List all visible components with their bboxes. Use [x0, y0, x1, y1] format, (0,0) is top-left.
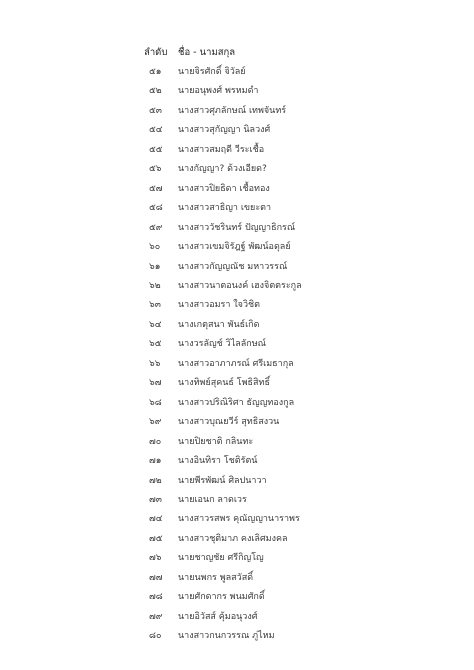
list-item — [0, 316, 474, 335]
row-full-name: นางทิพย์สุคนธ์ โพธิสิทธิ์ — [178, 378, 270, 389]
row-number: ๕๘ — [149, 203, 163, 214]
list-item — [0, 413, 474, 432]
row-number: ๗๔ — [149, 514, 163, 525]
row-full-name: นางสาวอมรา ใจวิชิต — [178, 300, 260, 311]
list-item — [0, 472, 474, 491]
row-full-name: นางสาวกัญญณัช มหาวรรณ์ — [178, 261, 288, 272]
list-item — [0, 141, 474, 160]
list-item — [0, 394, 474, 413]
list-item — [0, 82, 474, 101]
row-number: ๕๔ — [149, 125, 163, 136]
name-list — [0, 63, 474, 647]
list-item — [0, 433, 474, 452]
list-item — [0, 374, 474, 393]
row-number: ๕๑ — [149, 67, 162, 77]
row-full-name: นางสาวกนกวรรณ ภู่ไหม — [178, 631, 275, 642]
list-item — [0, 335, 474, 354]
row-number: ๗๓ — [149, 494, 162, 505]
row-number: ๖๔ — [149, 319, 162, 330]
row-full-name: นางสาวสมฤดี วีระเชื้อ — [178, 144, 265, 155]
list-item — [0, 530, 474, 549]
list-item — [0, 219, 474, 238]
row-number: ๗๖ — [149, 553, 162, 564]
row-full-name: นายศักดากร พนมศักดิ์ — [178, 592, 265, 603]
row-number: ๖๑ — [149, 261, 161, 272]
row-number: ๗๘ — [149, 592, 163, 603]
list-item — [0, 452, 474, 471]
list-item — [0, 510, 474, 529]
row-number: ๗๐ — [149, 436, 162, 447]
row-full-name: นางสาวเขมจิรัฎฐ์ พัฒน์อดุลย์ — [178, 242, 291, 253]
column-header-number: ลำดับ — [144, 47, 168, 58]
row-full-name: นางวรลัญช์ วิไลลักษณ์ — [178, 339, 266, 350]
row-full-name: นางเกตุสนา พันธ์เกิด — [178, 319, 260, 330]
list-item — [0, 199, 474, 218]
list-item — [0, 180, 474, 199]
row-number: ๖๙ — [149, 417, 162, 428]
row-full-name: นายปิยชาติ กลินทะ — [178, 436, 254, 447]
row-number: ๕๖ — [149, 164, 162, 175]
row-number: ๗๑ — [149, 456, 162, 467]
row-full-name: นายนพกร พูลสวัสดิ์ — [178, 572, 254, 583]
row-full-name: นายจิรศักดิ์ จิวัลย์ — [178, 67, 246, 77]
list-item — [0, 627, 474, 646]
row-number: ๕๕ — [149, 144, 163, 155]
list-item — [0, 608, 474, 627]
list-item — [0, 160, 474, 179]
list-item — [0, 491, 474, 510]
row-full-name: นางสาวศุภลักษณ์ เทพจันทร์ — [178, 105, 287, 116]
row-full-name: นางสาวปิยธิดา เชื้อทอง — [178, 183, 270, 194]
row-number: ๗๕ — [149, 533, 163, 544]
list-item — [0, 277, 474, 296]
row-full-name: นางสาวปริณิริศา ธัญญทองกูล — [178, 397, 295, 408]
row-full-name: นางสาววัชรินทร์ ปัญญาธิกรณ์ — [178, 222, 296, 233]
row-full-name: นายเอนก ลาดเวร — [178, 494, 247, 505]
list-item — [0, 121, 474, 140]
row-full-name: นายชาญชัย ศรีกิญโญ — [178, 553, 264, 564]
row-full-name: นางกัญญา? ด้วงเอียด? — [178, 164, 267, 175]
row-number: ๘๐ — [149, 631, 162, 642]
row-full-name: นายอิวัสส์ คุ้มอนุวงศ์ — [178, 611, 258, 622]
row-number: ๖๓ — [149, 300, 161, 311]
row-number: ๖๗ — [149, 378, 162, 389]
list-item — [0, 569, 474, 588]
row-full-name: นางสาวอาภาภรณ์ ศรีเมธากุล — [178, 358, 294, 369]
list-header — [144, 46, 444, 60]
row-full-name: นางสาวรสพร คุณัญญานาราพร — [178, 514, 300, 525]
row-number: ๖๕ — [149, 339, 162, 350]
list-item — [0, 238, 474, 257]
row-full-name: นางสาวบุณยวีร์ สุทธิสงวน — [178, 417, 280, 428]
row-full-name: นางสาวสาธิญา เขยะตา — [178, 203, 272, 214]
list-item — [0, 355, 474, 374]
row-full-name: นางสาวชุติมาภ คงเลิศมงคล — [178, 533, 288, 544]
row-number: ๖๒ — [149, 280, 161, 291]
row-full-name: นางอินทิรา โชติรัตน์ — [178, 456, 258, 467]
row-full-name: นายอนุพงศ์ พรหมดำ — [178, 86, 259, 97]
list-item — [0, 296, 474, 315]
row-number: ๕๓ — [149, 105, 162, 116]
row-number: ๖๘ — [149, 397, 162, 408]
list-item — [0, 549, 474, 568]
row-number: ๗๙ — [149, 611, 163, 622]
list-item — [0, 102, 474, 121]
row-full-name: นายพีรพัฒน์ ศิลปนาวา — [178, 475, 267, 486]
row-number: ๗๗ — [149, 572, 163, 583]
row-full-name: นางสาวสุกัญญา นิลวงศ์ — [178, 125, 271, 136]
row-number: ๕๙ — [149, 222, 163, 233]
row-number: ๖๐ — [149, 242, 161, 253]
list-item — [0, 258, 474, 277]
row-number: ๗๒ — [149, 475, 162, 486]
column-header-name: ชื่อ - นามสกุล — [178, 47, 236, 58]
row-number: ๕๒ — [149, 86, 162, 97]
row-number: ๕๗ — [149, 183, 163, 194]
list-item — [0, 588, 474, 607]
list-item — [0, 63, 474, 82]
row-number: ๖๖ — [149, 358, 161, 369]
row-full-name: นางสาวนาตอนงค์ เฮงจิตตระกูล — [178, 280, 302, 291]
